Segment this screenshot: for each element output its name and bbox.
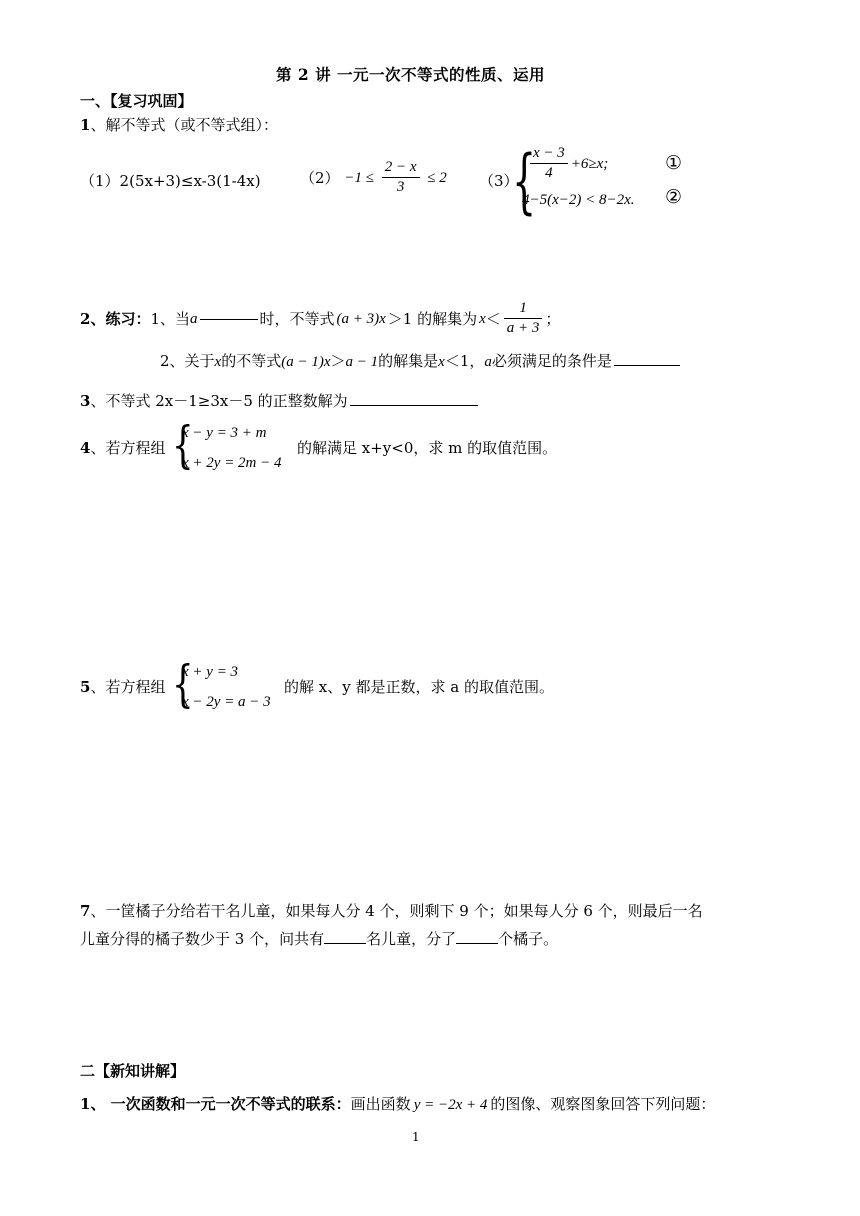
variable-x: x (214, 354, 222, 370)
section-heading-review (80, 92, 193, 110)
question-text: 个橘子。 (498, 930, 559, 948)
answer-blank-oranges[interactable] (456, 942, 498, 944)
fraction-numerator: 2 − x (384, 159, 417, 175)
question-number: 1 (80, 116, 91, 134)
variable-x: x (438, 354, 445, 370)
question-text: 、解不等式（或不等式组）： (90, 116, 278, 134)
question-7-line-1 (80, 902, 703, 920)
system-brace-icon: { (512, 140, 537, 222)
section-heading-new-knowledge (80, 1062, 185, 1080)
question-number: 3 (80, 392, 91, 410)
q1-part2-prefix: （2） (300, 168, 340, 187)
question-text: 、一筐橘子分给若干名儿童，如果每人分 4 个，则剩下 9 个；如果每人分 6 个，则最后一名 (90, 902, 703, 920)
page-number: 1 (412, 1130, 420, 1144)
variable-a: a (190, 310, 198, 327)
variable-x: x (479, 310, 486, 327)
q1-part3-line1 (527, 145, 608, 183)
section-heading-text: 一、【复习巩固】 (80, 92, 193, 110)
question-5-stem (80, 678, 165, 696)
system-equation-2: x − 2y = a − 3 (182, 694, 271, 710)
inequality-expression: (a − 1)x (281, 354, 331, 370)
text: 2、关于 (160, 352, 215, 370)
question-5-condition: 的解 x、y 都是正数，求 a 的取值范围。 (284, 678, 554, 696)
question-number: 7 (80, 902, 91, 920)
function-expression: y = −2x + 4 (413, 1097, 488, 1113)
q1-part1: （1）2(5x+3)≤x-3(1-4x) (80, 172, 261, 190)
question-text: 名儿童，分了 (366, 930, 457, 948)
answer-blank[interactable] (614, 364, 680, 366)
q1-part3-line1-rest: +6≥x; (570, 155, 609, 172)
question-7-line-2 (80, 930, 558, 948)
answer-blank[interactable] (350, 404, 478, 406)
inequality-expression: (a + 3)x (336, 310, 386, 327)
q1-part3-line2: 4−5(x−2) < 8−2x. (522, 192, 635, 208)
question-4-condition: 的解满足 x+y<0，求 m 的取值范围。 (297, 439, 558, 457)
text: 的解集是 (378, 352, 439, 370)
less-than-sign: ＜ (485, 309, 501, 328)
new-knowledge-item-1 (80, 1095, 715, 1114)
solution-fraction (504, 300, 543, 338)
item-text: 的图像、观察图象回答下列问题： (490, 1095, 716, 1113)
question-text: 、若方程组 (90, 439, 166, 457)
fraction-numerator: x − 3 (533, 145, 565, 161)
equation-marker-2: ② (665, 186, 683, 208)
system-equation-1: x + y = 3 (182, 664, 239, 680)
fraction-denominator: 4 (530, 163, 568, 182)
answer-blank[interactable] (200, 318, 258, 320)
page-title: 第 2 讲 一元一次不等式的性质、运用 (276, 65, 545, 84)
item-label: 、 一次函数和一元一次不等式的联系： (90, 1095, 351, 1113)
question-number: 5 (80, 678, 91, 696)
fraction-denominator: a + 3 (504, 318, 543, 337)
question-label: 、练习： (90, 309, 151, 328)
equation-marker-1: ① (665, 152, 683, 174)
question-2-part-a (80, 300, 560, 338)
question-text: 、不等式 2x－1≥3x－5 的正整数解为 (90, 392, 348, 410)
question-number: 2 (80, 309, 91, 328)
fraction-denominator: 3 (382, 177, 420, 196)
answer-blank-children[interactable] (324, 942, 366, 944)
text: 必须满足的条件是 (491, 352, 612, 370)
text: 时，不等式 (259, 309, 335, 328)
system-brace-icon: { (172, 656, 194, 714)
greater-than-sign: ＞ (330, 352, 346, 370)
q1-part2-right: ≤ 2 (427, 169, 447, 186)
question-2-part-b (160, 352, 680, 371)
q1-part2-left: −1 ≤ (344, 169, 374, 186)
text: ＜1， (444, 352, 485, 370)
question-1-stem (80, 116, 278, 134)
question-text: 、若方程组 (90, 678, 166, 696)
q1-part3-prefix: （3） (479, 172, 519, 190)
q1-part3-fraction (530, 145, 568, 183)
item-text: 画出函数 (350, 1095, 411, 1113)
system-equation-2: x + 2y = 2m − 4 (182, 455, 282, 471)
fraction-numerator: 1 (519, 300, 527, 316)
section-heading-text: 二【新知讲解】 (80, 1062, 186, 1080)
text: 1、当 (150, 309, 190, 328)
text: ； (545, 309, 561, 328)
variable-a: a (484, 354, 492, 370)
question-3 (80, 392, 478, 410)
question-number: 4 (80, 439, 91, 457)
system-brace-icon: { (172, 417, 194, 475)
q1-part2-fraction (382, 159, 420, 197)
question-4-stem (80, 439, 165, 457)
item-number: 1 (80, 1095, 91, 1113)
text: ＞1 的解集为 (387, 309, 478, 328)
system-equation-1: x − y = 3 + m (182, 425, 267, 441)
question-text: 儿童分得的橘子数少于 3 个，问共有 (80, 930, 325, 948)
text: 的不等式 (221, 352, 282, 370)
q1-part2 (300, 159, 447, 197)
inequality-rhs: a − 1 (345, 354, 379, 370)
